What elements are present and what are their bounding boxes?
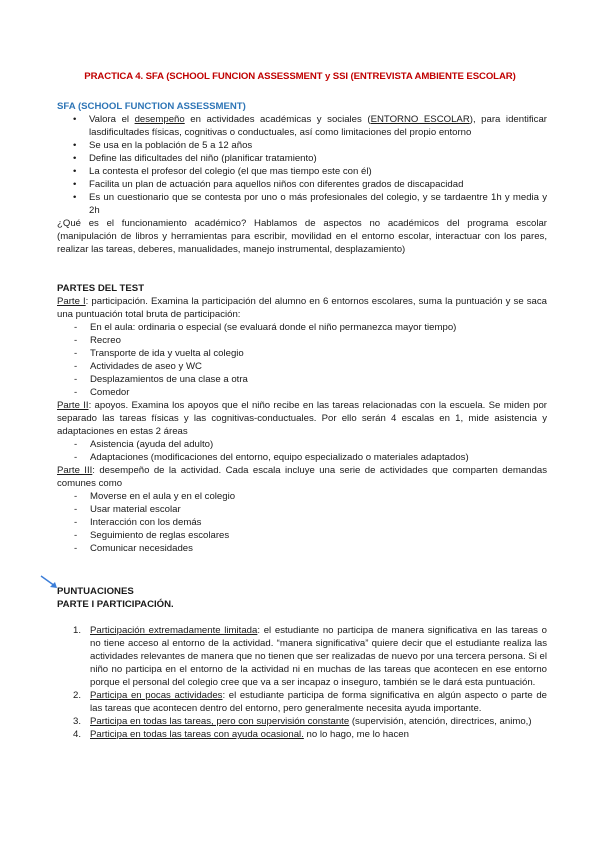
- list-item: [57, 728, 547, 741]
- sfa-bullet-list: [57, 113, 547, 217]
- parte1-label: Parte I: [57, 296, 86, 307]
- partes-heading: PARTES DEL TEST: [57, 283, 145, 294]
- parte2-list: [57, 438, 547, 464]
- underlined-term: Participa en todas las tareas con ayuda ocasional.: [90, 729, 304, 740]
- list-item: • Define las dificultades del niño (planificar tratamiento): [57, 152, 547, 165]
- item-number: 2.: [73, 690, 82, 701]
- list-item: [57, 715, 547, 728]
- list-item: - Recreo: [57, 334, 547, 347]
- question-paragraph: ¿Qué es el funcionamiento académico? Hablamos de aspectos no académicos del programa escolar (manipulación de libros y herramientas para escribir, movilidad en el entorno escolar, interactuar con los pares, realizar las tareas, deberes, manualidades, manejo instrumental, desplazamiento): [57, 218, 547, 255]
- parte2-paragraph: [57, 399, 547, 438]
- list-item: - Asistencia (ayuda del adulto): [57, 438, 547, 451]
- underlined-term: Participa en pocas actividades: [90, 690, 223, 701]
- list-item: - Moverse en el aula y en el colegio: [57, 490, 547, 503]
- list-item: • Se usa en la población de 5 a 12 años: [57, 139, 547, 152]
- parte1-paragraph: [57, 295, 547, 321]
- list-item: • Facilita un plan de actuación para aquellos niños con diferentes grados de discapacidad: [57, 178, 547, 191]
- list-item: • Es un cuestionario que se contesta por uno o más profesionales del colegio, y se tardaentre 1h y media y 2h: [57, 191, 547, 217]
- item-number: 3.: [73, 716, 82, 727]
- sfa-heading: SFA (SCHOOL FUNCTION ASSESSMENT): [57, 101, 246, 112]
- puntuaciones-list: [57, 624, 547, 741]
- item-number: 4.: [73, 729, 82, 740]
- list-item: - En el aula: ordinaria o especial (se evaluará donde el niño permanezca mayor tiempo): [57, 321, 547, 334]
- document-title: PRACTICA 4. SFA (SCHOOL FUNCION ASSESSMENT y SSI (ENTREVISTA AMBIENTE ESCOLAR): [84, 71, 516, 82]
- list-item: - Actividades de aseo y WC: [57, 360, 547, 373]
- list-item: [57, 624, 547, 689]
- text-run: (supervisión, atención, directrices, animo,): [349, 716, 532, 727]
- item-number: 1.: [73, 625, 82, 636]
- parte2-label: Parte II: [57, 400, 89, 411]
- list-item: - Adaptaciones (modificaciones del entorno, equipo especializado o materiales adaptados): [57, 451, 547, 464]
- list-item: - Comunicar necesidades: [57, 542, 547, 555]
- text-run: : desempeño de la actividad. Cada escala incluye una serie de actividades que comparten demandas comunes como: [57, 465, 547, 489]
- underlined-term: ENTORNO ESCOLAR: [370, 114, 470, 125]
- text-run: Valora el: [89, 114, 135, 125]
- underlined-term: desempeño: [134, 114, 185, 125]
- puntuaciones-section: [57, 585, 547, 741]
- partes-section: [57, 282, 547, 555]
- underlined-term: Participa en todas las tareas, pero con supervisión constante: [90, 716, 350, 727]
- list-item: - Seguimiento de reglas escolares: [57, 529, 547, 542]
- text-run: : el estudiante participa de forma significativa en algún aspecto o parte de las tareas que acontecen dentro del entorno, pero generalmente necesita ayuda importante.: [90, 690, 548, 714]
- list-item: - Desplazamientos de una clase a otra: [57, 373, 547, 386]
- list-item: - Interacción con los demás: [57, 516, 547, 529]
- sfa-section: [57, 100, 547, 256]
- underlined-term: Participación extremadamente limitada: [90, 625, 258, 636]
- parte1-participacion-heading: PARTE I PARTICIPACIÓN.: [57, 599, 174, 610]
- parte3-list: [57, 490, 547, 555]
- text-run: : participación. Examina la participación del alumno en 6 entornos escolares, suma la puntuación y se saca una puntuación total bruta de participación:: [57, 296, 547, 320]
- list-item: [57, 689, 547, 715]
- parte3-label: Parte III: [57, 465, 93, 476]
- list-item: [57, 113, 547, 139]
- puntuaciones-heading: PUNTUACIONES: [57, 586, 134, 597]
- text-run: en actividades académicas y sociales (: [184, 114, 371, 125]
- parte1-list: [57, 321, 547, 399]
- text-run: ), para identificar lasdificultades físicas, cognitivas o conductuales, así como limitaciones del propio entorno: [89, 114, 547, 138]
- list-item: - Comedor: [57, 386, 547, 399]
- list-item: • La contesta el profesor del colegio (el que mas tiempo este con él): [57, 165, 547, 178]
- text-run: : el estudiante no participa de manera significativa en las tareas o no tiene acceso al entorno de la actividad. “manera significativa” quiere decir que el estudiante realiza las actividades relevantes de manera que no tienen que ser realizadas de nuevo por una tercera persona. Si el niño no participa en el entorno de la actividad ni en muchas de las tareas que acontecen en ese entorno porque el personal del colegio cree que va a ser incapaz o inseguro, también se le dará esta puntuación.: [90, 625, 547, 688]
- list-item: - Usar material escolar: [57, 503, 547, 516]
- text-run: no lo hago, me lo hacen: [303, 729, 409, 740]
- text-run: : apoyos. Examina los apoyos que el niño recibe en las tareas relacionadas con la escuela. Se miden por separado las tareas físicas y las cognitivas-conductuales. Por ello serán 4 escalas en 1, mide asistencia y adaptaciones en estas 2 áreas: [57, 400, 547, 437]
- parte3-paragraph: [57, 464, 547, 490]
- list-item: - Transporte de ida y vuelta al colegio: [57, 347, 547, 360]
